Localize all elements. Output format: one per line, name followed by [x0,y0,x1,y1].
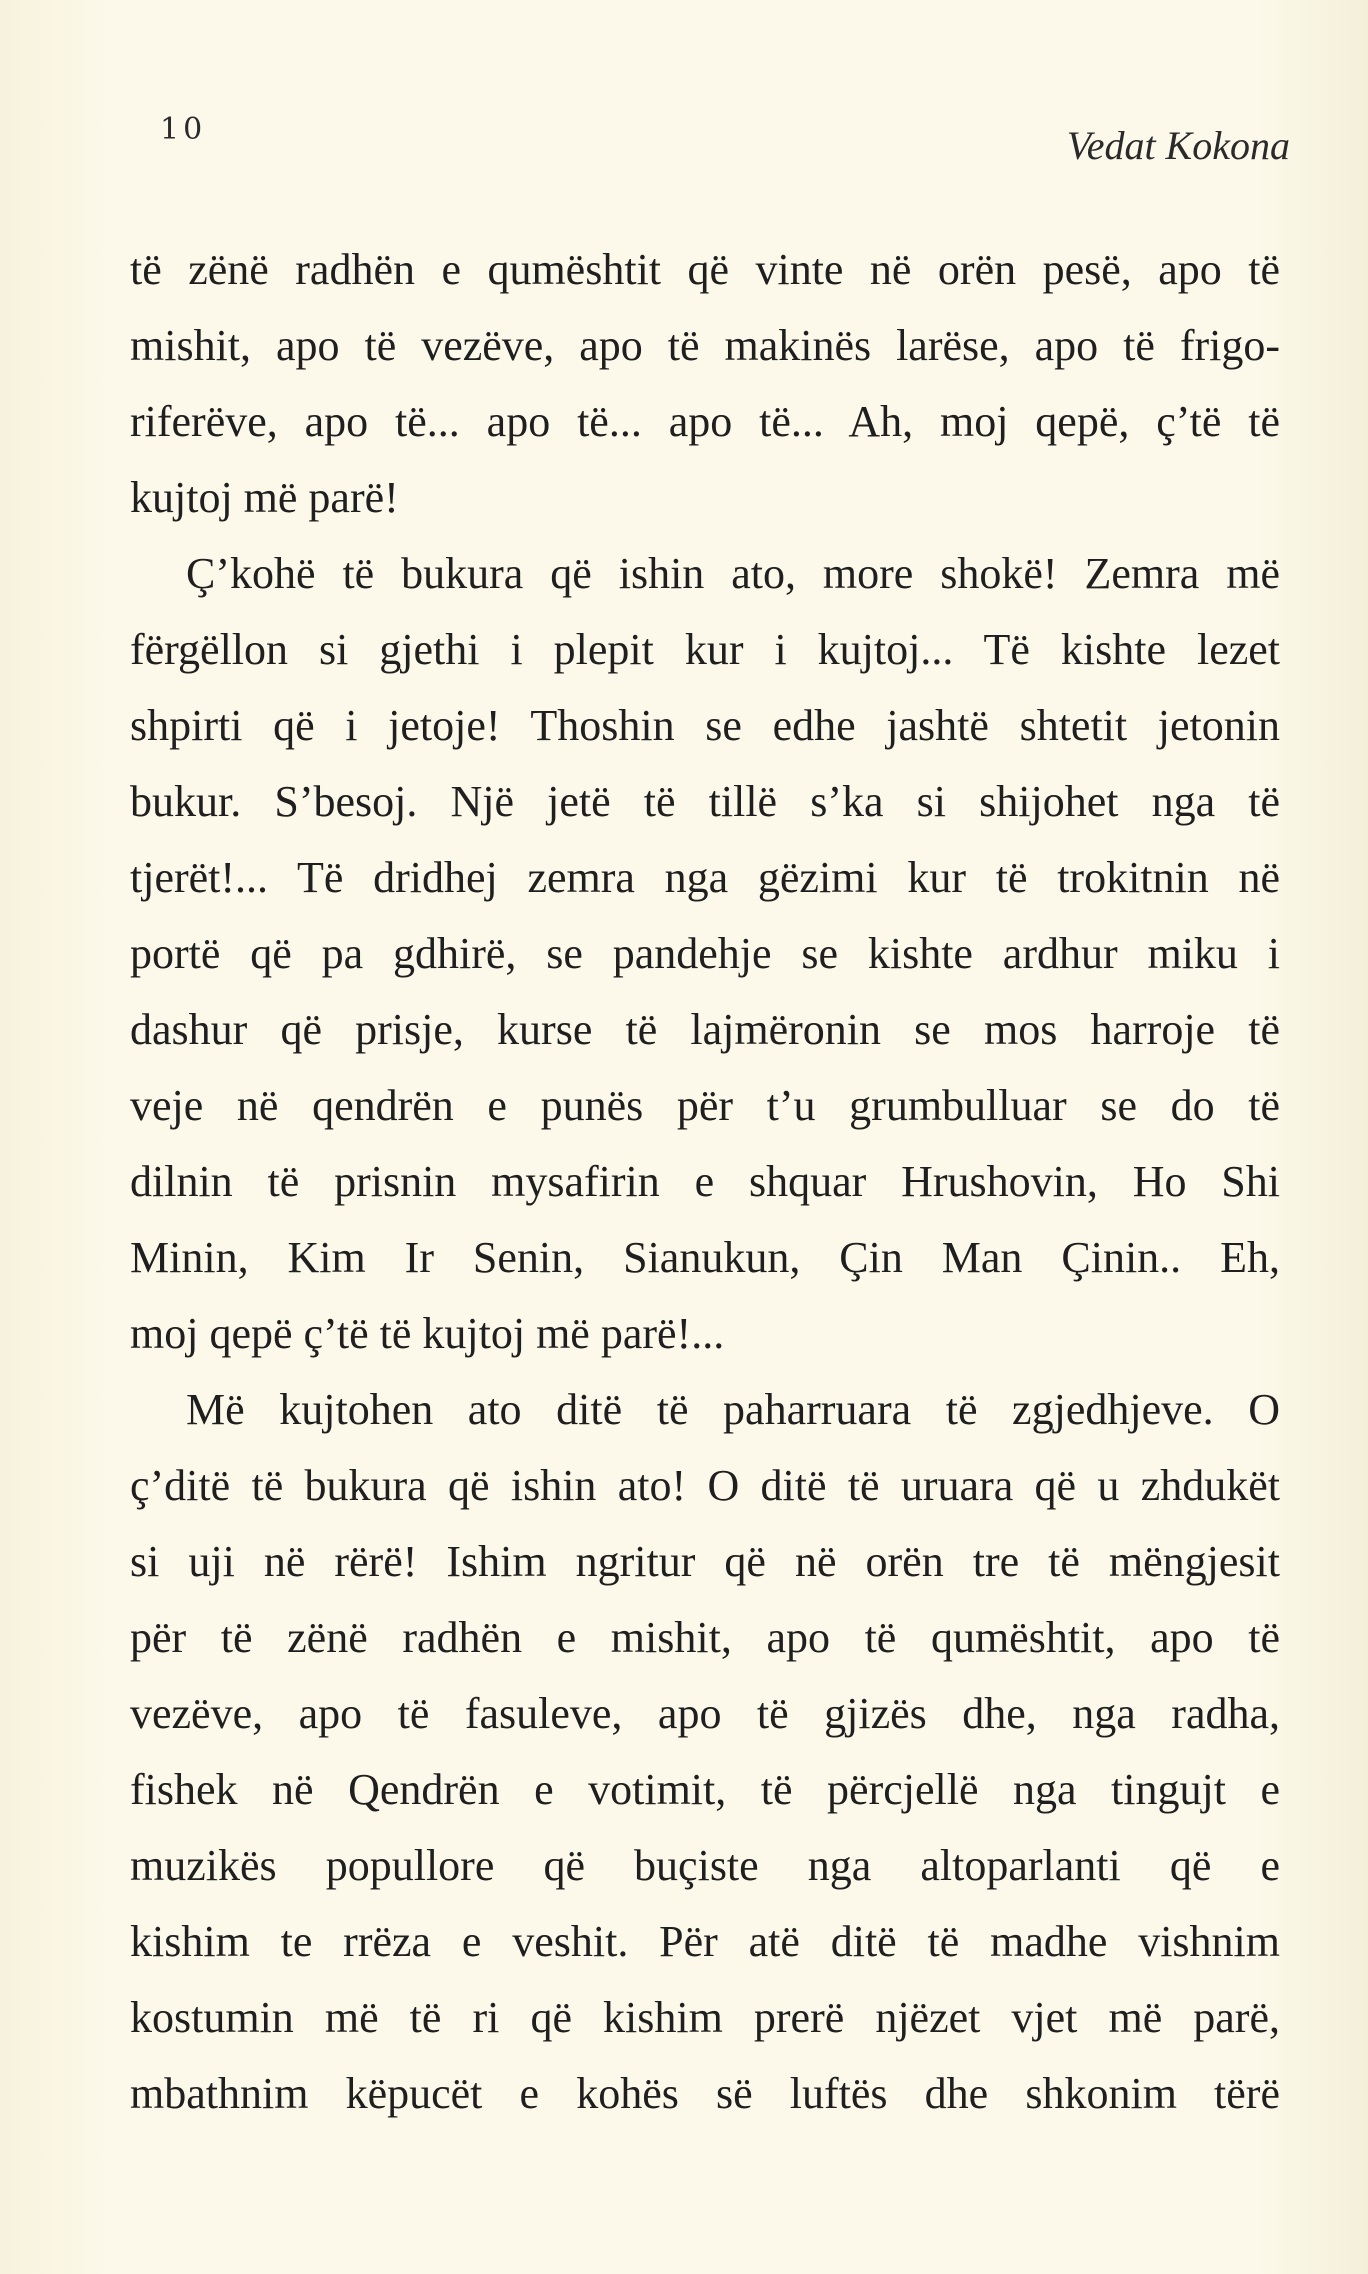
text-line: fishek në Qendrën e votimit, të përcjellë nga tingujt e [130,1765,1280,1814]
text-line: moj qepë ç’të të kujtoj më parë!... [130,1309,725,1358]
text-line: portë që pa gdhirë, se pandehje se kishte ardhur miku i [130,929,1280,978]
text-line: bukur. S’besoj. Një jetë të tillë s’ka si shijohet nga të [130,777,1280,826]
body-text [130,232,1280,2132]
paragraph-start-line: Më kujtohen ato ditë të paharruara të zgjedhjeve. O [186,1385,1280,1434]
text-line: kishim te rrëza e veshit. Për atë ditë të madhe vishnim [130,1917,1280,1966]
paragraph-start-line: Ç’kohë të bukura që ishin ato, more shokë! Zemra më [186,549,1280,598]
text-line: për të zënë radhën e mishit, apo të qumështit, apo të [130,1613,1280,1662]
text-line: të zënë radhën e qumështit që vinte në orën pesë, apo të [130,245,1280,294]
text-line: mishit, apo të vezëve, apo të makinës larëse, apo të frigo- [130,321,1280,370]
text-line: ç’ditë të bukura që ishin ato! O ditë të uruara që u zhdukët [130,1461,1280,1510]
text-line: riferëve, apo të... apo të... apo të... Ah, moj qepë, ç’të të [130,397,1280,446]
text-line: Minin, Kim Ir Senin, Sianukun, Çin Man Çinin.. Eh, [130,1233,1280,1282]
text-line: dilnin të prisnin mysafirin e shquar Hrushovin, Ho Shi [130,1157,1280,1206]
text-line: si uji në rërë! Ishim ngritur që në orën tre të mëngjesit [130,1537,1280,1586]
text-line: veje në qendrën e punës për t’u grumbulluar se do të [130,1081,1280,1130]
text-line: dashur që prisje, kurse të lajmëronin se mos harroje të [130,1005,1280,1054]
text-line: shpirti që i jetoje! Thoshin se edhe jashtë shtetit jetonin [130,701,1280,750]
text-line: vezëve, apo të fasuleve, apo të gjizës dhe, nga radha, [130,1689,1280,1738]
running-header-author: Vedat Kokona [1066,123,1290,168]
text-line: fërgëllon si gjethi i plepit kur i kujtoj... Të kishte lezet [130,625,1280,674]
text-line: kujtoj më parë! [130,473,399,522]
text-line: mbathnim këpucët e kohës së luftës dhe shkonim tërë [130,2069,1280,2118]
text-line: kostumin më të ri që kishim prerë njëzet vjet më parë, [130,1993,1280,2042]
text-line: tjerët!... Të dridhej zemra nga gëzimi kur të trokitnin në [130,853,1280,902]
text-line: muzikës popullore që buçiste nga altoparlanti që e [130,1841,1280,1890]
page-number: 10 [160,112,207,147]
